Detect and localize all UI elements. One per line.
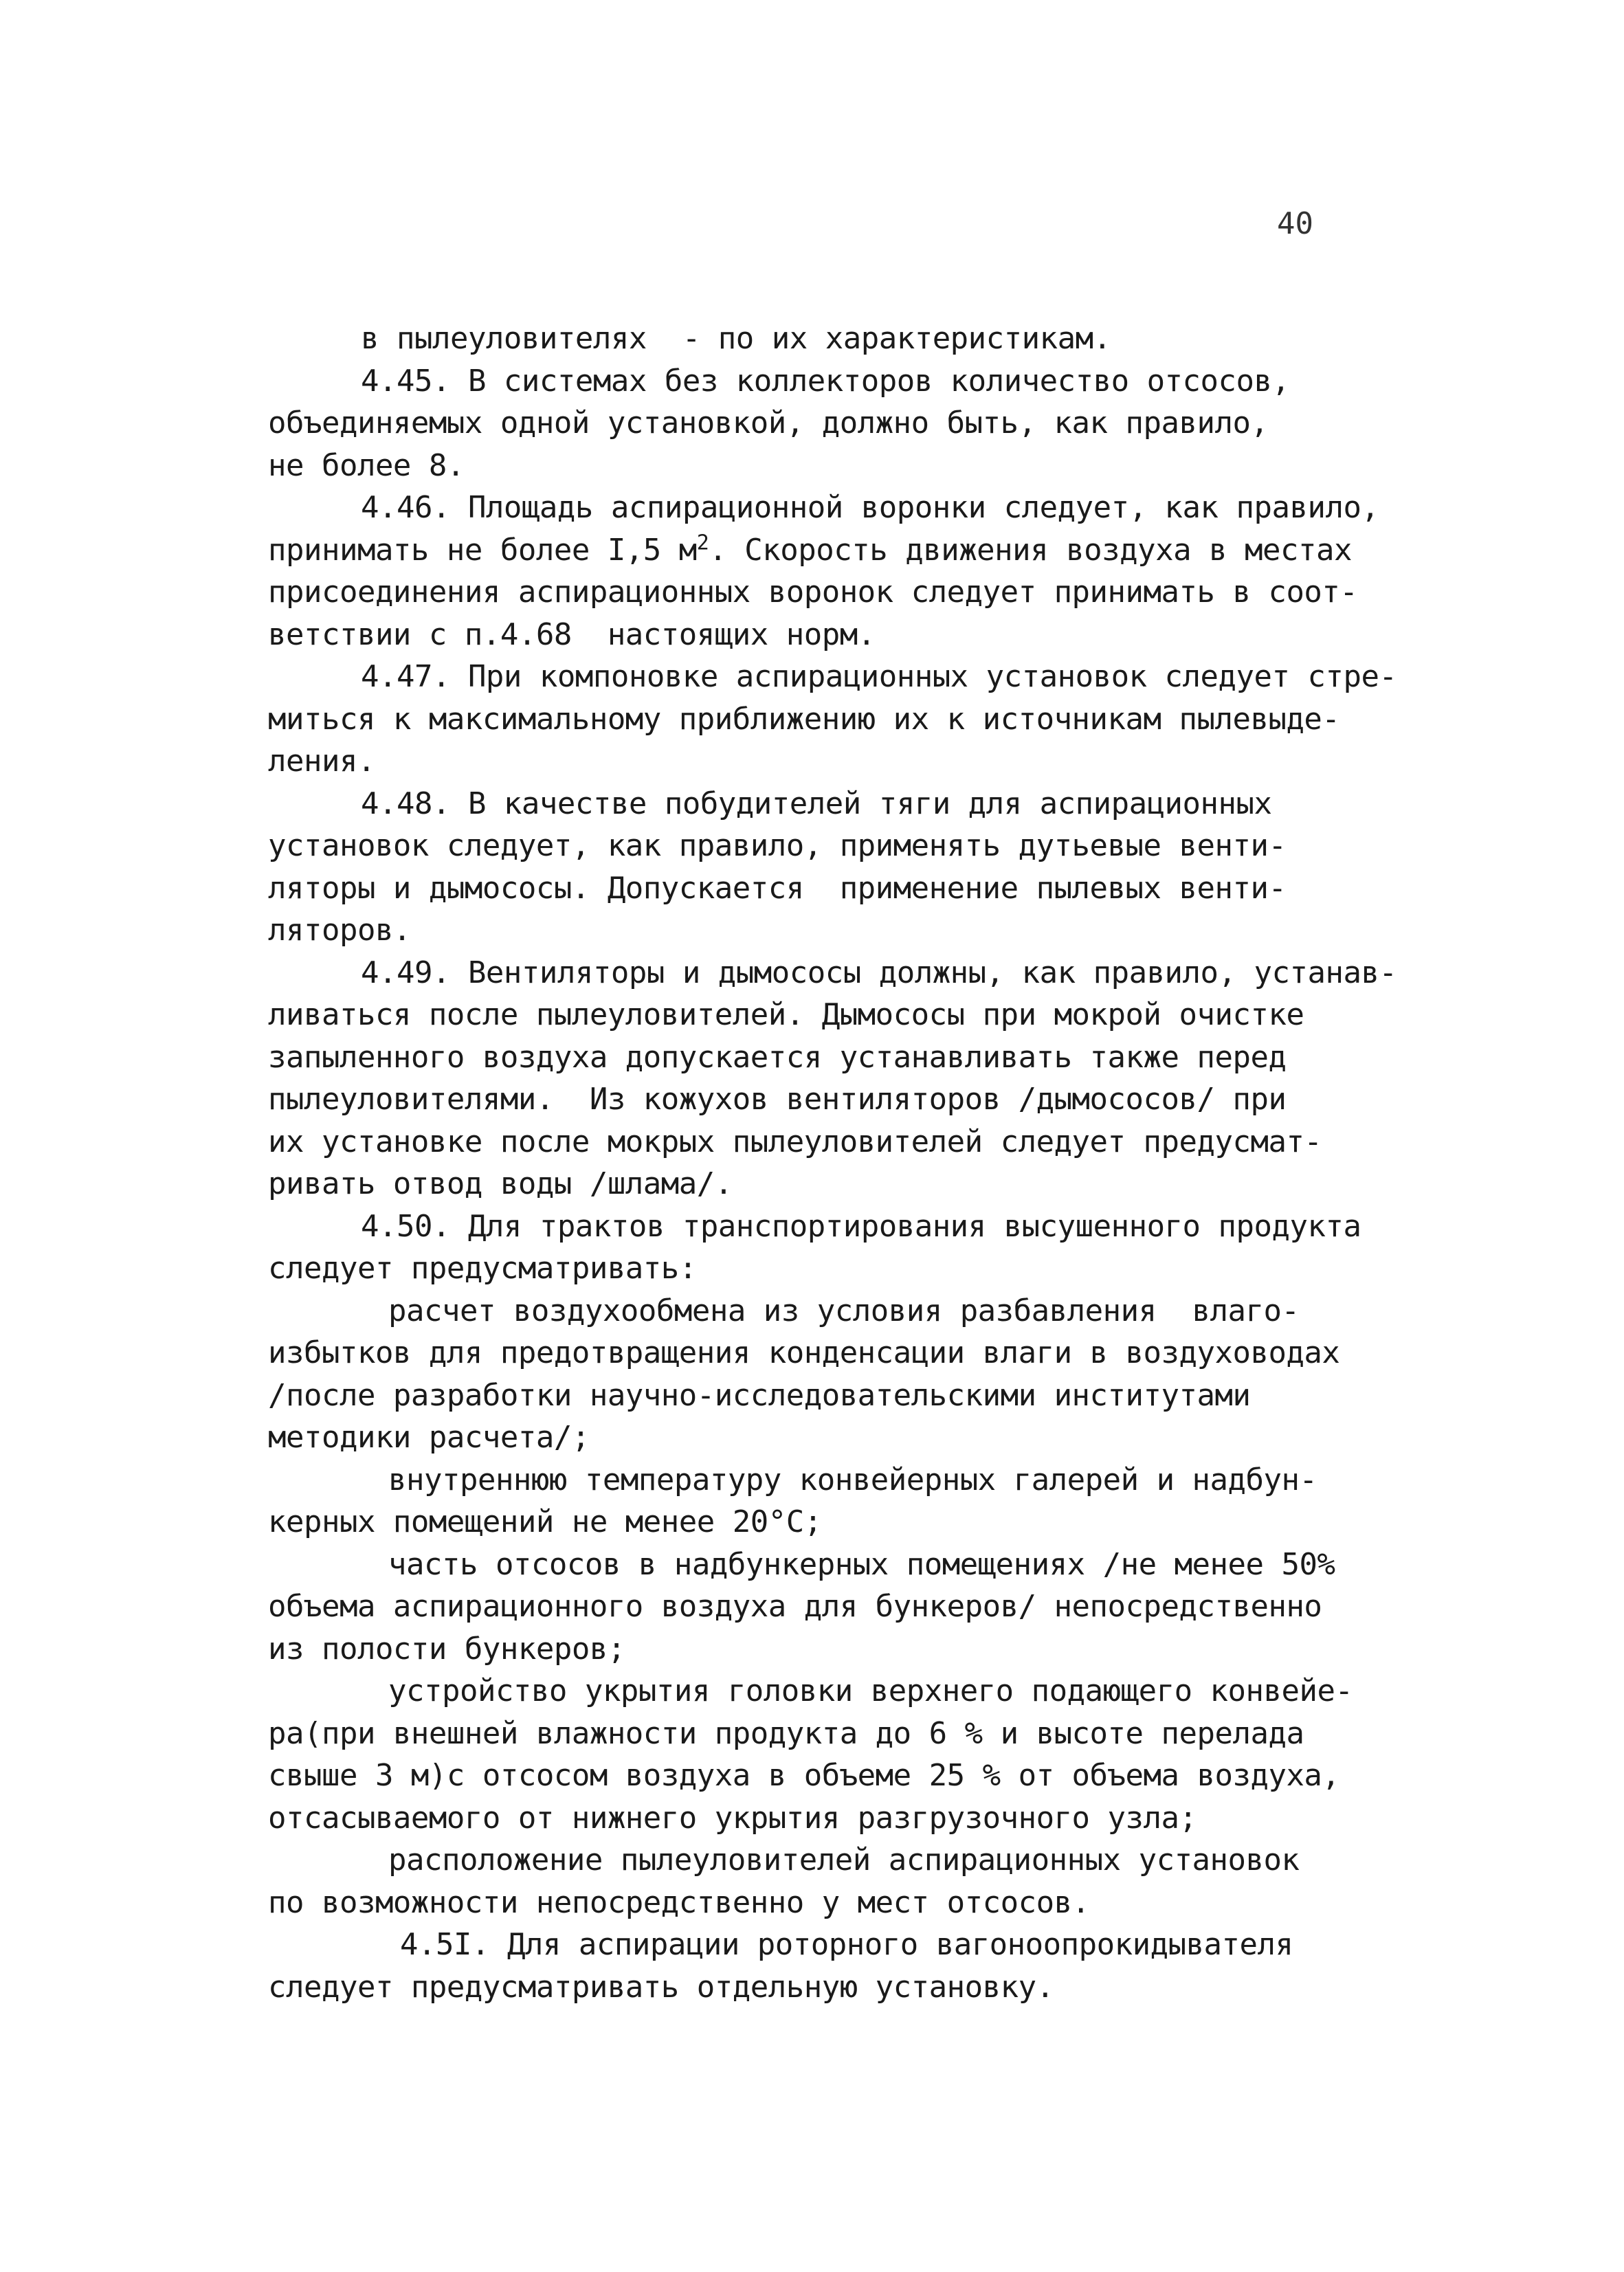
text-line: устройство укрытия головки верхнего подающего конвейе- — [388, 1673, 1353, 1708]
text-line: ра(при внешней влажности продукта до 6 % и высоте перелада — [268, 1715, 1304, 1751]
text-line: ливаться после пылеуловителей. Дымососы при мокрой очистке — [268, 997, 1304, 1032]
text-line: ляторов. — [268, 913, 411, 948]
text-line: запыленного воздуха допускается устанавливать также перед — [268, 1039, 1287, 1075]
text-line: 4.5I. Для аспирации роторного вагоноопрокидывателя — [400, 1927, 1293, 1962]
text-line: объема аспирационного воздуха для бункеров/ непосредственно — [268, 1589, 1322, 1624]
text-line: 4.47. При компоновке аспирационных установок следует стре- — [361, 659, 1397, 694]
text-line: из полости бункеров; — [268, 1631, 625, 1667]
text-line: 4.48. В качестве побудителей тяги для аспирационных — [361, 786, 1272, 821]
text-line: присоединения аспирационных воронок следует принимать в соот- — [268, 575, 1358, 610]
text-line: методики расчета/; — [268, 1420, 590, 1455]
text-line: 4.46. Площадь аспирационной воронки следует, как правило, — [361, 490, 1379, 525]
text-line: /после разработки научно-исследовательскими институтами — [268, 1377, 1251, 1413]
text-line: их установке после мокрых пылеуловителей следует предусмат- — [268, 1124, 1322, 1159]
text-line — [268, 529, 1381, 572]
text-line: ляторы и дымососы. Допускается применение пылевых венти- — [268, 870, 1287, 906]
text-line: отсасываемого от нижнего укрытия разгрузочного узла; — [268, 1800, 1197, 1836]
text-line: ривать отвод воды /шлама/. — [268, 1166, 733, 1201]
text-line: расчет воздухообмена из условия разбавления влаго- — [388, 1293, 1300, 1328]
text-line: по возможности непосредственно у мест отсосов. — [268, 1884, 1090, 1920]
text-line: 4.49. Вентиляторы и дымососы должны, как правило, устанав- — [361, 955, 1397, 990]
page-number: 40 — [1277, 206, 1313, 241]
superscript: 2 — [696, 530, 709, 555]
text-line: следует предусматривать отдельную установку. — [268, 1969, 1054, 2005]
document-body — [268, 318, 1397, 2008]
text-segment: . Скорость движения воздуха в местах — [709, 532, 1352, 568]
text-line: часть отсосов в надбункерных помещениях /не менее 50% — [388, 1546, 1335, 1582]
text-line: 4.45. В системах без коллекторов количество отсосов, — [361, 363, 1290, 399]
text-line: установок следует, как правило, применять дутьевые венти- — [268, 828, 1287, 863]
text-line: объединяемых одной установкой, должно быть, как правило, — [268, 405, 1269, 441]
text-line: ления. — [268, 744, 375, 779]
text-line: избытков для предотвращения конденсации влаги в воздуховодах — [268, 1335, 1340, 1370]
text-line: свыше 3 м)с отсосом воздуха в объеме 25 % от объема воздуха, — [268, 1758, 1340, 1793]
text-line: керных помещений не менее 20°С; — [268, 1504, 822, 1539]
text-line: в пылеуловителях - по их характеристикам. — [361, 321, 1111, 356]
text-line: ветствии с п.4.68 настоящих норм. — [268, 616, 876, 652]
text-line: 4.50. Для трактов транспортирования высушенного продукта — [361, 1208, 1361, 1244]
text-line: пылеуловителями. Из кожухов вентиляторов /дымососов/ при — [268, 1082, 1287, 1117]
text-line: следует предусматривать: — [268, 1251, 697, 1286]
text-line: миться к максимальному приближению их к источникам пылевыде- — [268, 701, 1340, 737]
text-line: не более 8. — [268, 447, 465, 483]
text-segment: принимать не более I,5 м — [268, 532, 697, 568]
text-line: внутреннюю температуру конвейерных галерей и надбун- — [388, 1462, 1317, 1497]
text-line: расположение пылеуловителей аспирационных установок — [388, 1842, 1300, 1878]
